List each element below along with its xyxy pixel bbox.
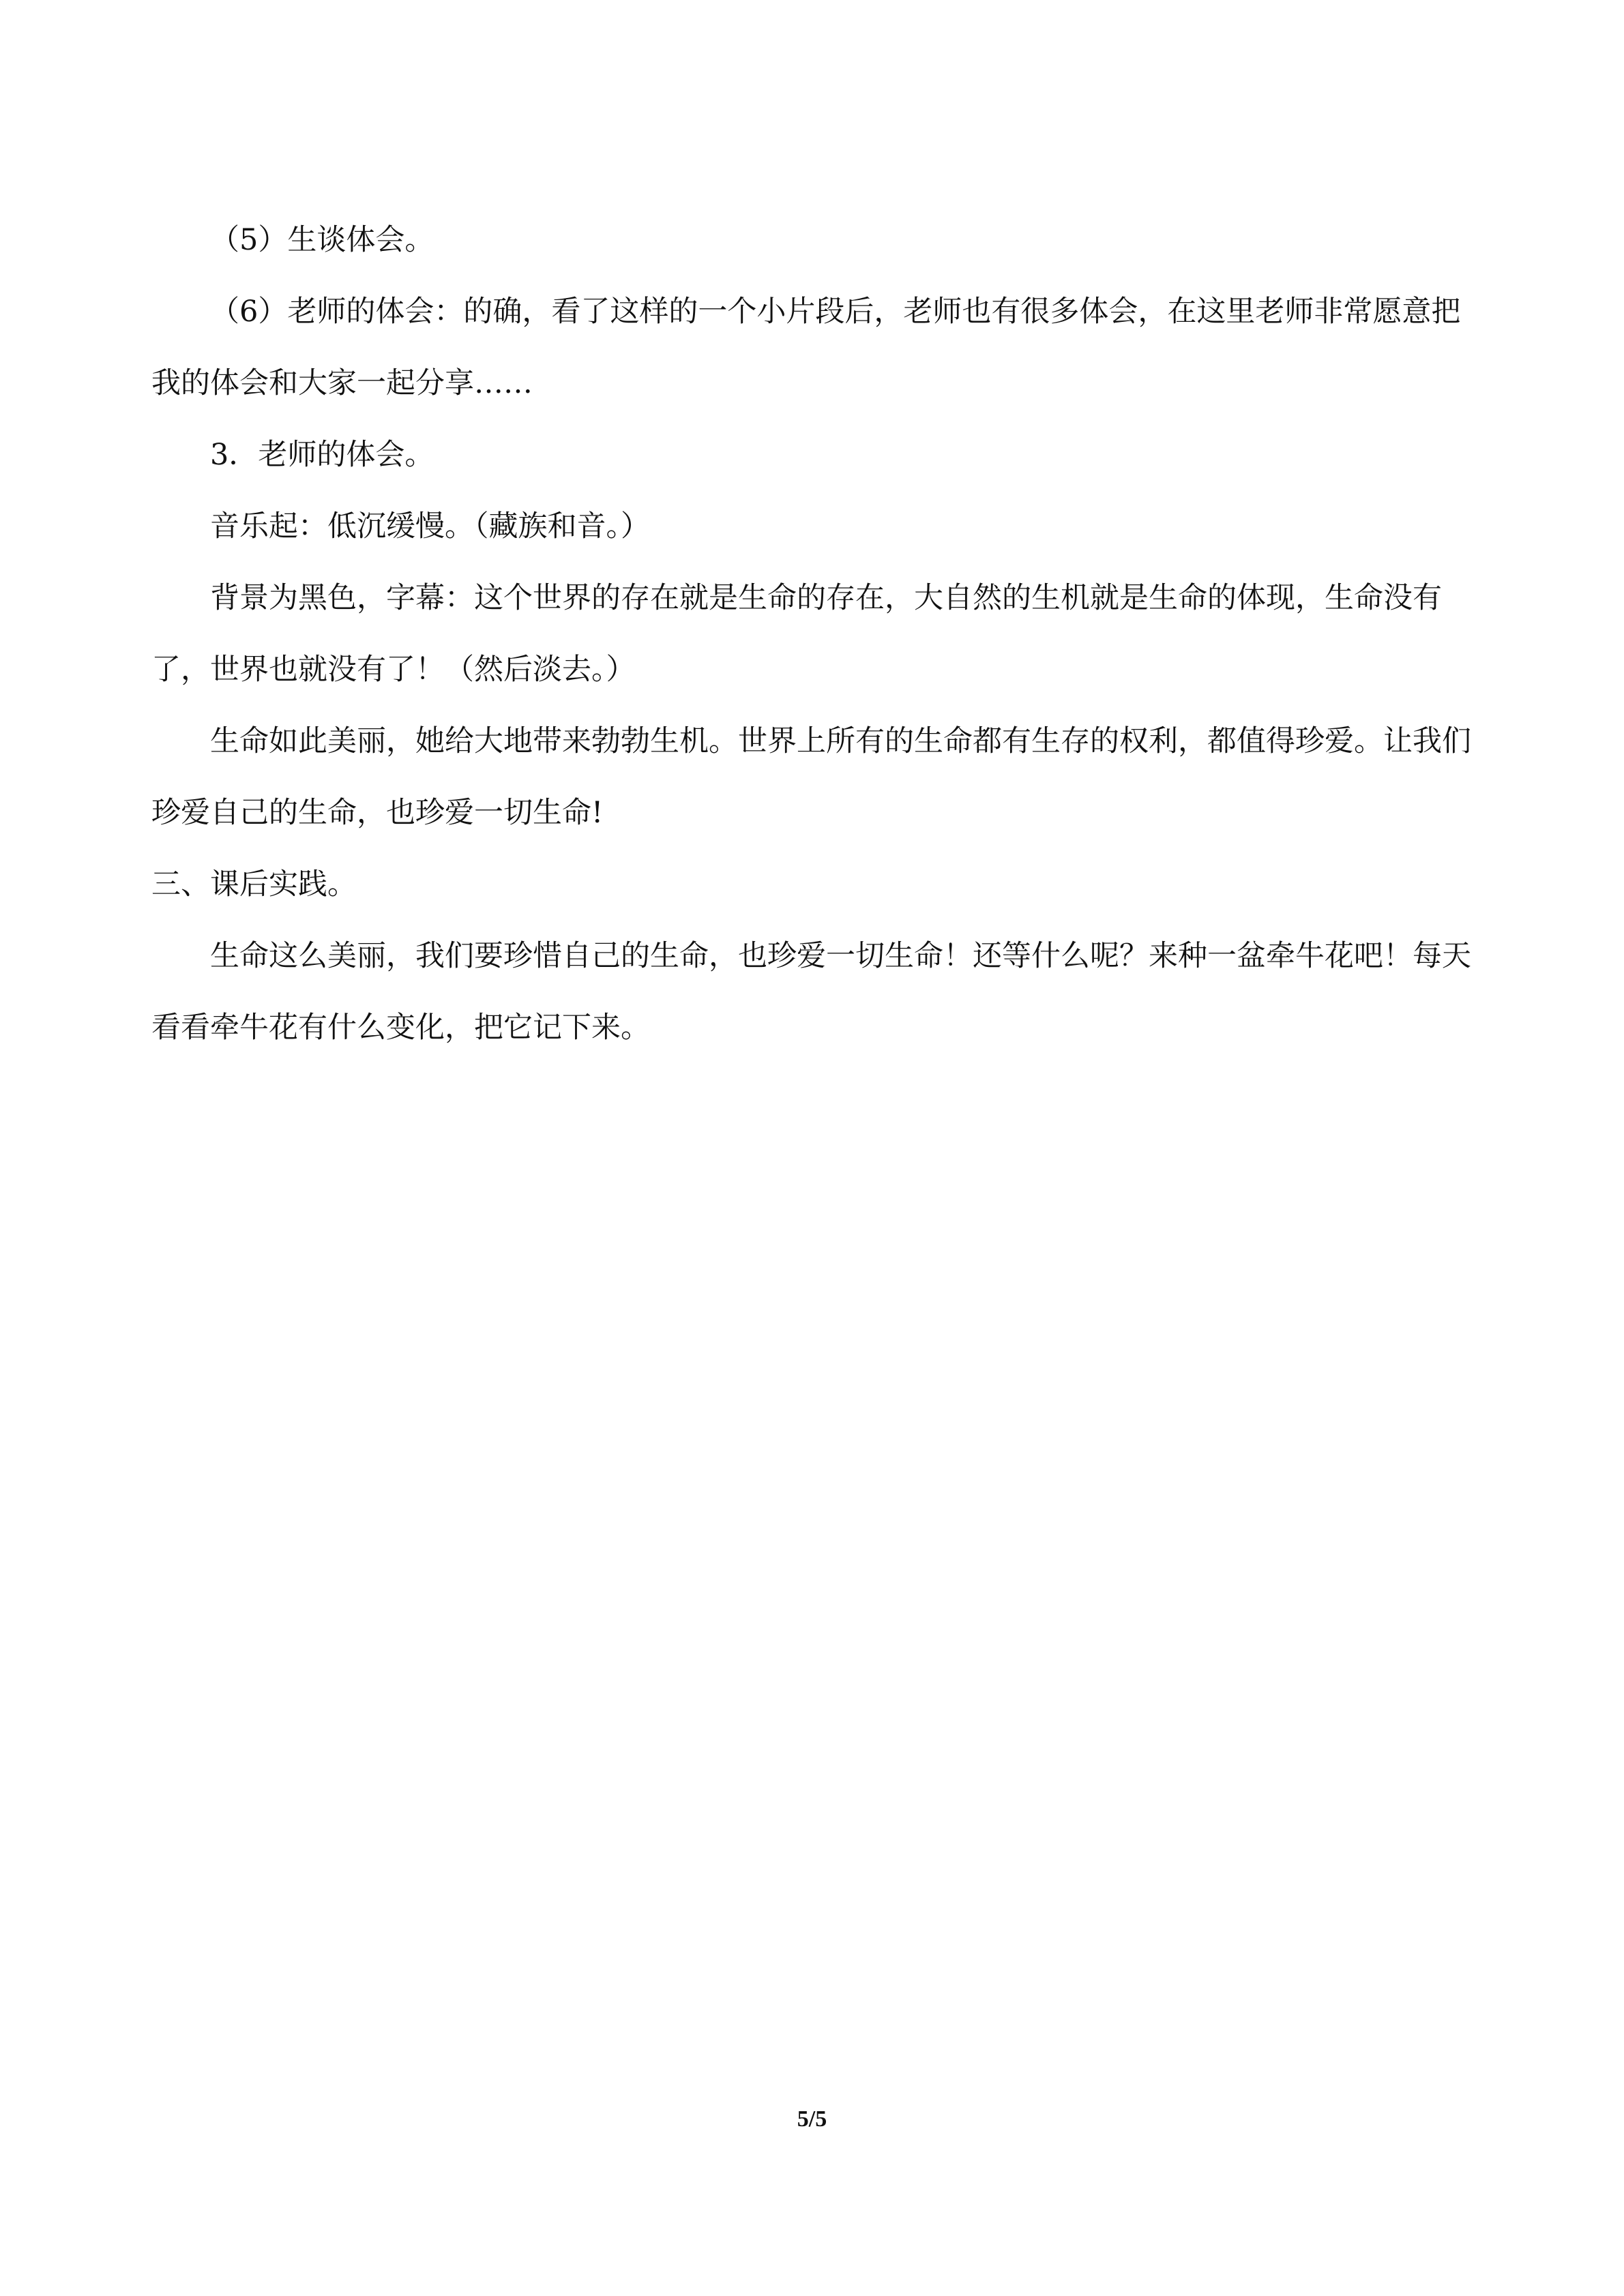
paragraph-section-3-heading: 3．老师的体会。 (210, 438, 434, 472)
document-body (151, 205, 1475, 1064)
paragraph-after-class-practice: 生命这么美丽，我们要珍惜自己的生命，也珍爱一切生命！还等什么呢？来种一盆牵牛花吧！每天看看牵牛花有什么变化，把它记下来。 (151, 939, 1471, 1045)
paragraph-music-cue: 音乐起：低沉缓慢。（藏族和音。） (210, 509, 650, 543)
paragraph-teacher-reflection: （6）老师的体会：的确，看了这样的一个小片段后，老师也有很多体会，在这里老师非常愿意把我的体会和大家一起分享…… (151, 295, 1461, 400)
paragraph-after-class-heading: 三、课后实践。 (151, 867, 357, 901)
page-number: 5/5 (797, 2106, 827, 2132)
paragraph-background-caption: 背景为黑色，字幕：这个世界的存在就是生命的存在，大自然的生机就是生命的体现，生命没有了，世界也就没有了！（然后淡去。） (151, 581, 1442, 687)
paragraph-student-reflection: （5）生谈体会。 (210, 223, 434, 257)
paragraph-life-beautiful: 生命如此美丽，她给大地带来勃勃生机。世界上所有的生命都有生存的权利，都值得珍爱。让我们珍爱自己的生命，也珍爱一切生命! (151, 724, 1471, 830)
